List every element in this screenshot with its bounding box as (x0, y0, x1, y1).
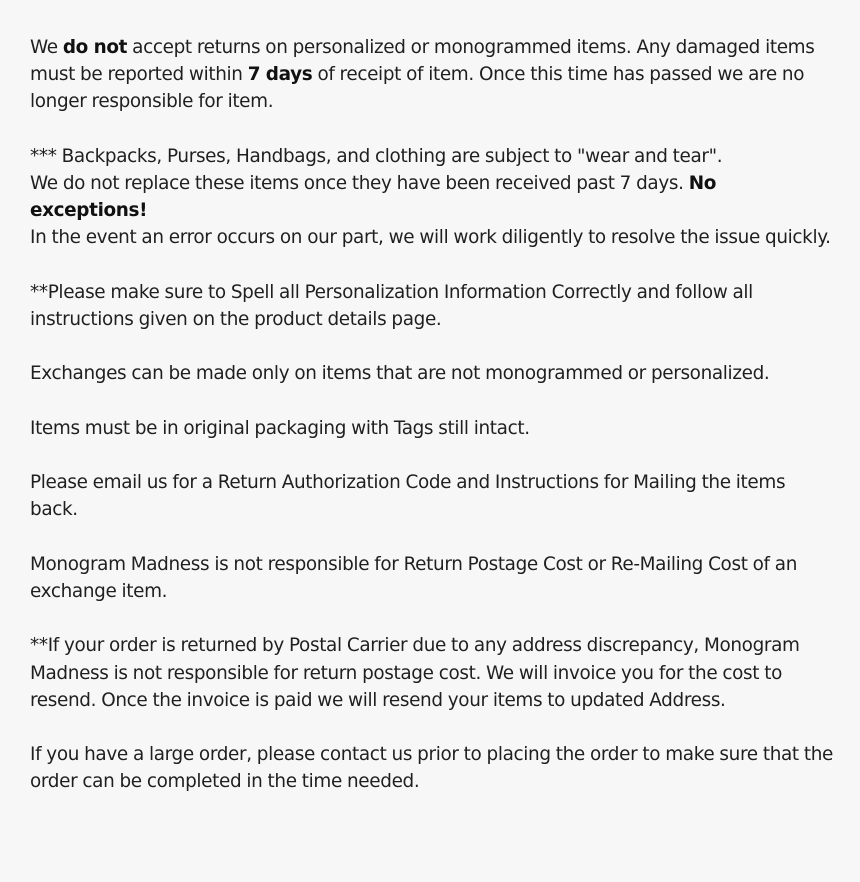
policy-line-wear-tear: *** Backpacks, Purses, Handbags, and clothing are subject to "wear and tear". (30, 145, 723, 167)
policy-text: We (30, 37, 63, 58)
policy-text: of receipt of item. Once this time has passed we are no longer responsible for item. (30, 64, 805, 113)
policy-paragraph-postage-cost: Monogram Madness is not responsible for Return Postage Cost or Re-Mailing Cost of an exchange item. (30, 553, 797, 602)
policy-emphasis-do-not: do not (62, 37, 128, 58)
policy-line-error-resolution: In the event an error occurs on our part, we will work diligently to resolve the issue quickly. (30, 227, 831, 249)
policy-emphasis-no-exceptions: No exceptions! (30, 173, 717, 222)
policy-paragraph-spelling: **Please make sure to Spell all Personalization Information Correctly and follow all instructions given on the product details page. (30, 281, 753, 330)
policy-paragraph-return-authorization: Please email us for a Return Authorization Code and Instructions for Mailing the items back. (30, 472, 786, 521)
policy-paragraph-exchanges: Exchanges can be made only on items that are not monogrammed or personalized. (30, 363, 770, 385)
policy-paragraph-large-orders: If you have a large order, please contact us prior to placing the order to make sure that the order can be completed in the time needed. (30, 744, 834, 793)
policy-text: accept returns on personalized or monogrammed items. Any damaged items must be reported within (30, 37, 815, 86)
policy-line-no-replace (30, 170, 836, 224)
policy-text: We do not replace these items once they have been received past 7 days. (30, 173, 689, 194)
policy-paragraph-address-discrepancy: **If your order is returned by Postal Carrier due to any address discrepancy, Monogram Madness is not responsible for return postage cost. We will invoice you for the cost to resend. Once the invoice is paid we will resend your items to updated Address. (30, 635, 800, 711)
policy-paragraph-wear-and-tear (30, 143, 836, 252)
policy-paragraph-packaging: Items must be in original packaging with Tags still intact. (30, 417, 530, 439)
policy-emphasis-7-days: 7 days (247, 64, 313, 86)
policy-paragraph-personalized-returns (30, 34, 836, 116)
